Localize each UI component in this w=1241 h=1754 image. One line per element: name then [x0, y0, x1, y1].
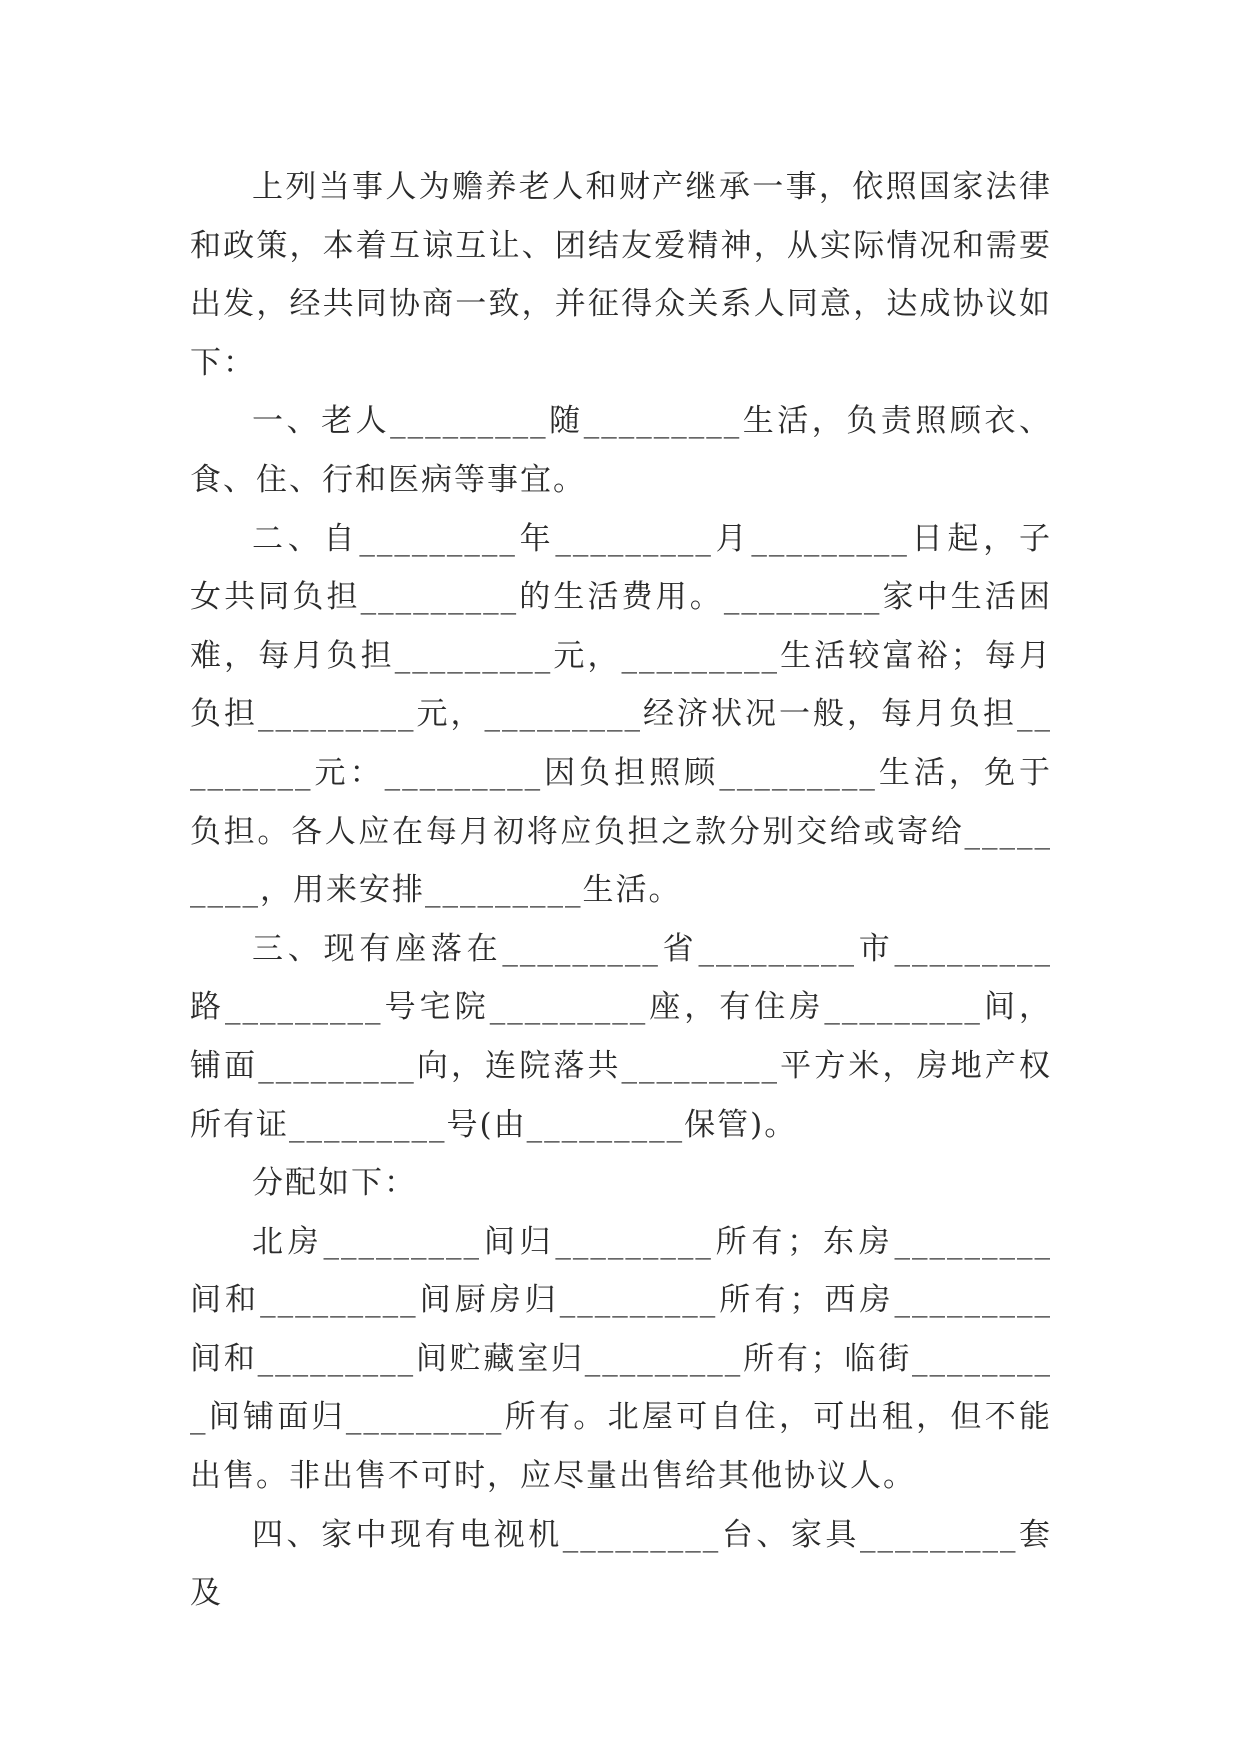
- agreement-body: [190, 158, 1052, 1623]
- clause-4-paragraph: 四、家中现有电视机_________台、家具_________套及: [190, 1516, 1052, 1612]
- preamble-paragraph: 上列当事人为赡养老人和财产继承一事，依照国家法律和政策，本着互谅互让、团结友爱精神，从实际情况和需要出发，经共同协商一致，并征得众关系人同意，达成协议如下：: [190, 169, 1052, 381]
- distribution-heading: 分配如下：: [252, 1165, 417, 1202]
- distribution-paragraph: 北房_________间归_________所有；东房_________间和_________间厨房归_________所有；西房_________间和_________间贮藏室归_________所有；临街_________间铺面归_________所有。北屋可自住，可出租，但不能出售。非出售不可时，应尽量出售给其他协议人。: [190, 1223, 1052, 1495]
- clause-1-paragraph: 一、老人_________随_________生活，负责照顾衣、食、住、行和医病等事宜。: [190, 403, 1052, 498]
- clause-2-paragraph: 二、自_________年_________月_________日起，子女共同负担_________的生活费用。_________家中生活困难，每月负担_________元，_________生活较富裕；每月负担_________元，_________经济状况一般，每月负担_________元：_________因负担照顾_________生活，免于负担。各人应在每月初将应负担之款分别交给或寄给_________，用来安排_________生活。: [190, 520, 1052, 909]
- clause-3-paragraph: 三、现有座落在_________省_________市_________路_________号宅院_________座，有住房_________间，铺面_________向，连院落共_________平方米，房地产权所有证_________号(由_________保管)。: [190, 930, 1052, 1143]
